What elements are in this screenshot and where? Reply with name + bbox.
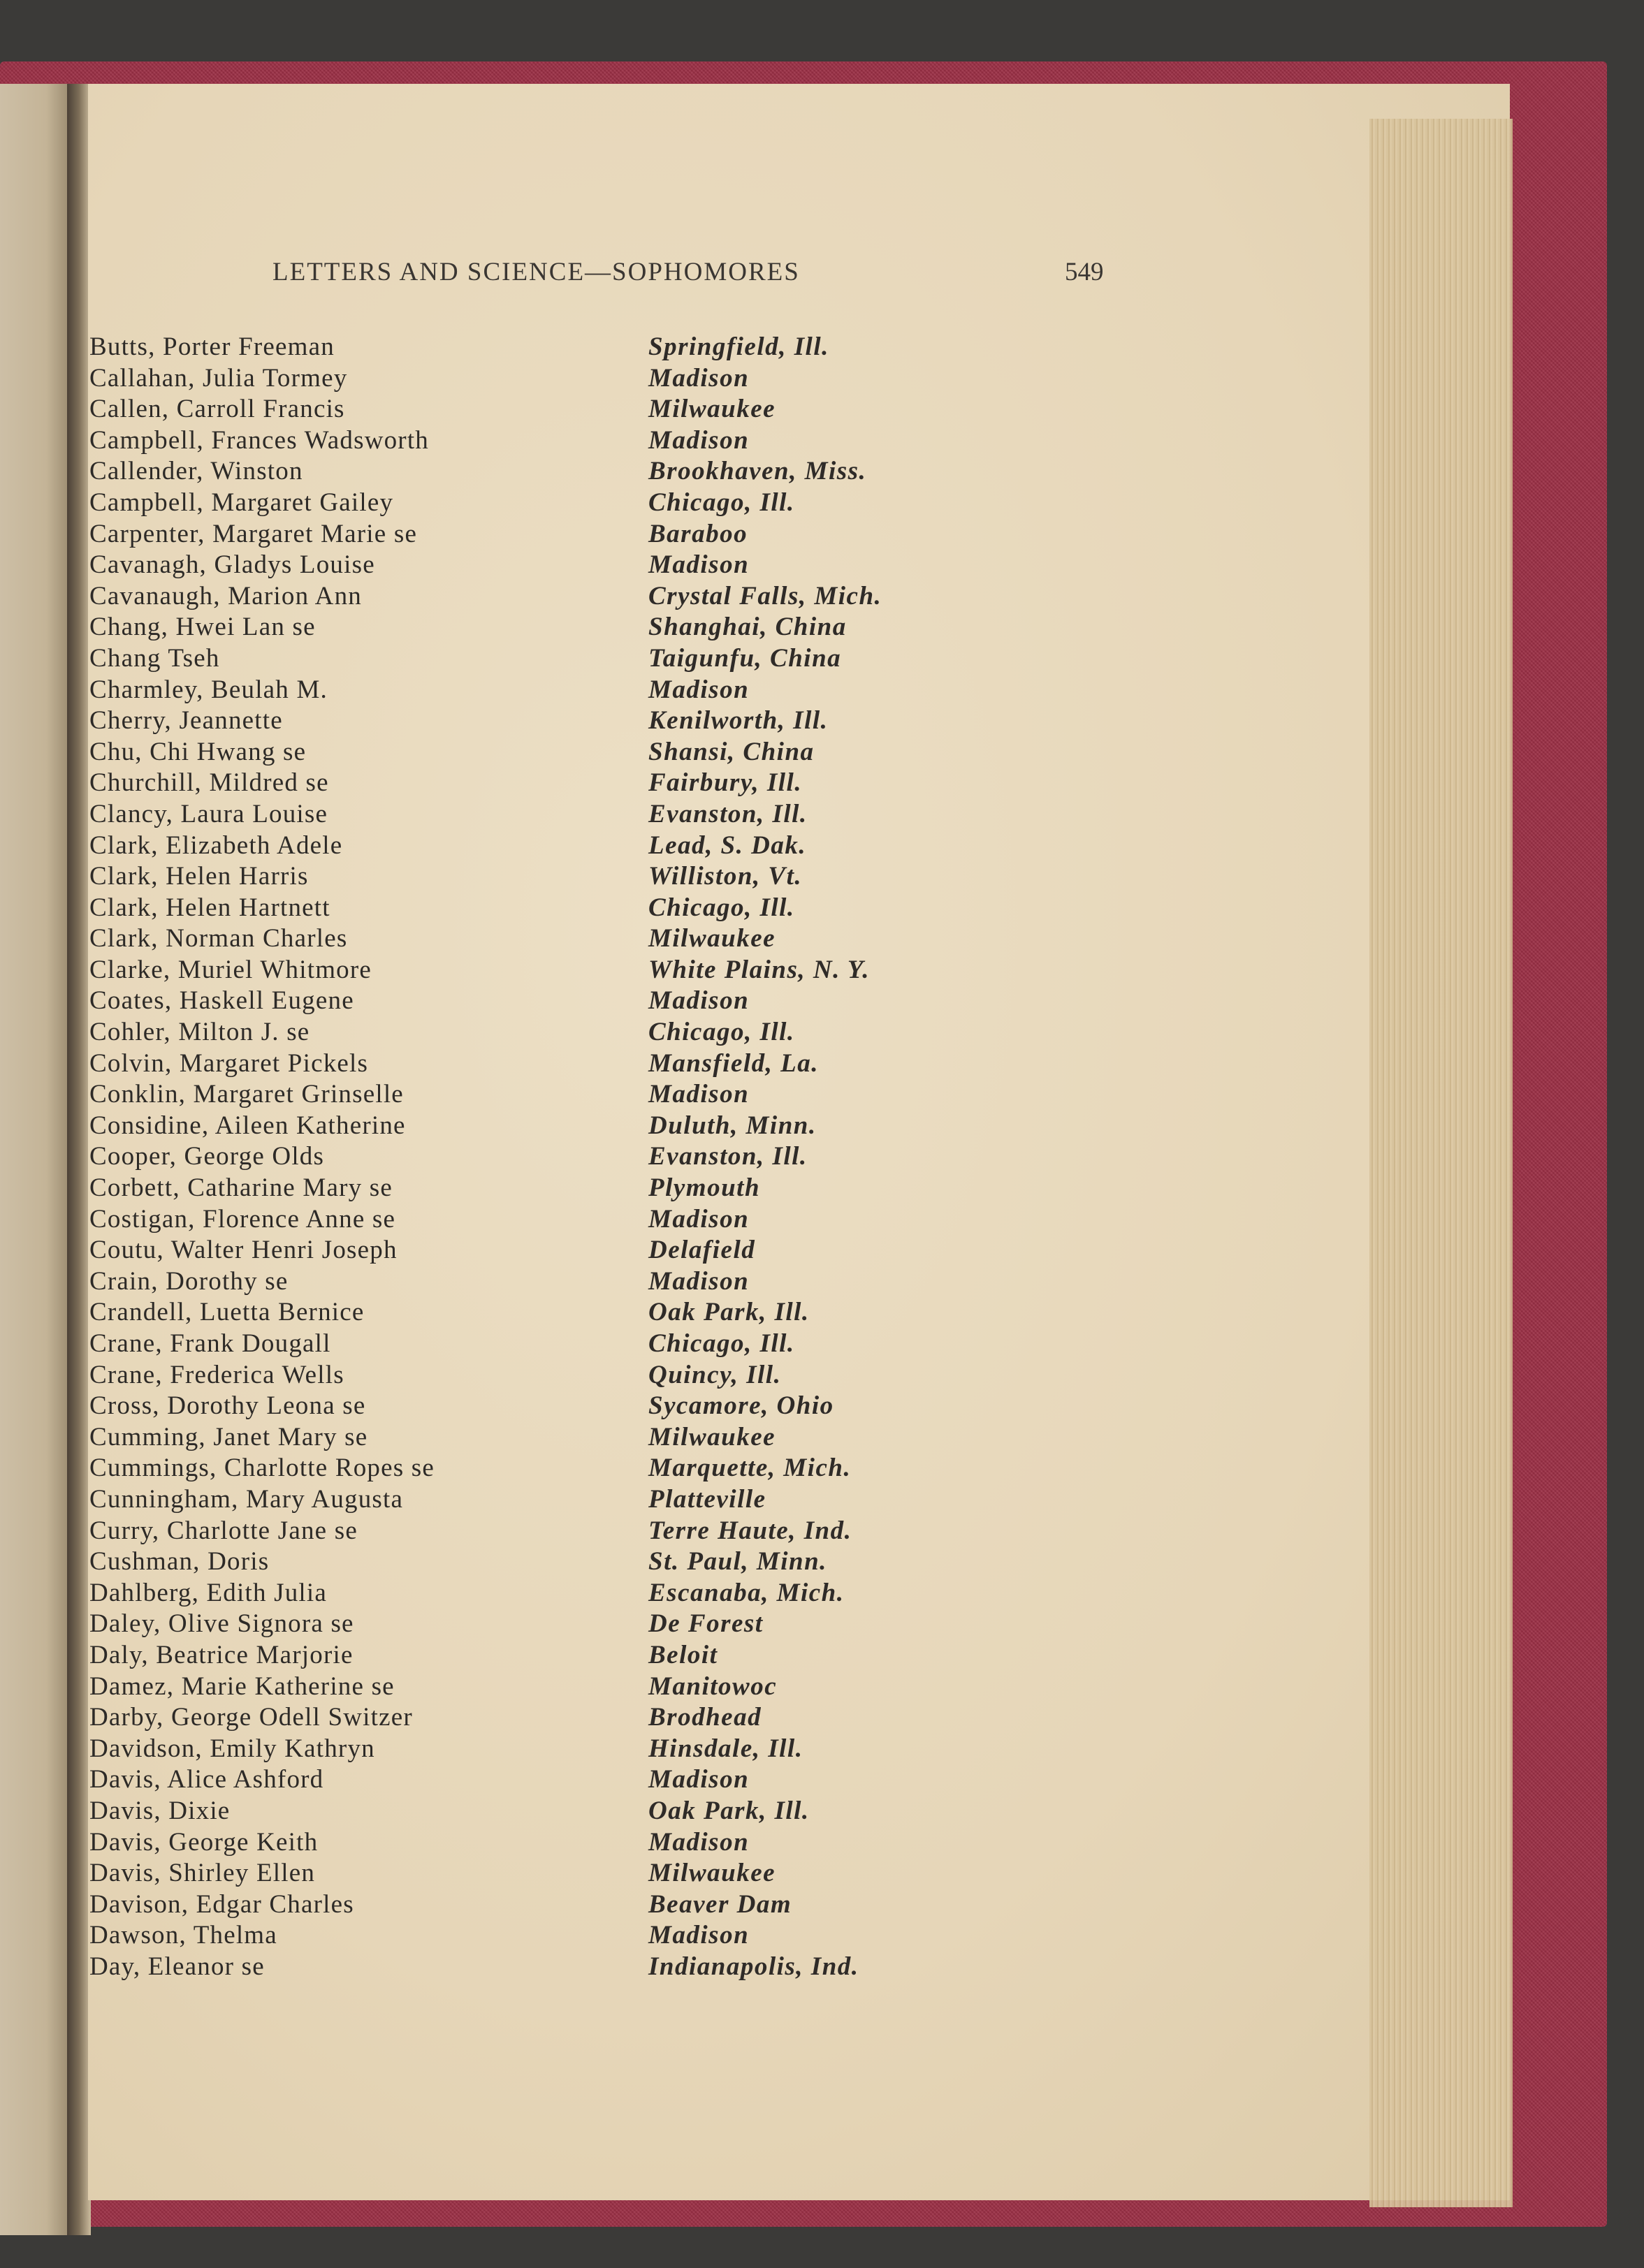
hometown: De Forest — [648, 1609, 764, 1639]
hometown: Manitowoc — [648, 1671, 778, 1701]
hometown: Chicago, Ill. — [648, 1018, 795, 1047]
student-name: Considine, Aileen Katherine — [89, 1111, 406, 1140]
hometown: Chicago, Ill. — [648, 893, 795, 922]
hometown: Beloit — [648, 1640, 718, 1669]
student-list — [89, 332, 998, 1982]
student-name: Davis, Dixie — [89, 1796, 231, 1825]
student-name: Charmley, Beulah M. — [89, 675, 328, 704]
hometown: Hinsdale, Ill. — [648, 1734, 803, 1763]
student-name: Churchill, Mildred se — [89, 768, 329, 798]
hometown: Baraboo — [648, 519, 748, 548]
list-item — [89, 1391, 998, 1422]
list-item — [89, 456, 998, 488]
student-name: Chang, Hwei Lan se — [89, 613, 316, 642]
student-name: Cumming, Janet Mary se — [89, 1422, 368, 1451]
list-item — [89, 1952, 998, 1983]
list-item — [89, 861, 998, 893]
hometown: Madison — [648, 1921, 750, 1950]
list-item — [89, 1546, 998, 1578]
list-item — [89, 643, 998, 675]
student-name: Costigan, Florence Anne se — [89, 1204, 396, 1234]
hometown: Delafield — [648, 1236, 756, 1265]
list-item — [89, 1671, 998, 1703]
list-item — [89, 1141, 998, 1173]
hometown: Platteville — [648, 1484, 766, 1514]
student-name: Cavanagh, Gladys Louise — [89, 550, 375, 580]
list-item — [89, 1235, 998, 1266]
hometown: Duluth, Minn. — [648, 1111, 817, 1140]
hometown: Plymouth — [648, 1173, 761, 1203]
hometown: Kenilworth, Ill. — [648, 706, 829, 736]
hometown: Oak Park, Ill. — [648, 1796, 810, 1825]
student-name: Cooper, George Olds — [89, 1142, 325, 1171]
student-name: Callender, Winston — [89, 457, 303, 486]
student-name: Clancy, Laura Louise — [89, 799, 328, 828]
student-name: Damez, Marie Katherine se — [89, 1671, 395, 1701]
student-name: Davis, Shirley Ellen — [89, 1859, 316, 1888]
previous-page-edge — [0, 84, 77, 2235]
hometown: Quincy, Ill. — [648, 1360, 782, 1389]
student-name: Crane, Frederica Wells — [89, 1360, 344, 1389]
list-item — [89, 1173, 998, 1204]
student-name: Crandell, Luetta Bernice — [89, 1298, 365, 1327]
list-item — [89, 1329, 998, 1360]
student-name: Daly, Beatrice Marjorie — [89, 1640, 354, 1669]
hometown: Brookhaven, Miss. — [648, 457, 867, 486]
student-name: Dawson, Thelma — [89, 1921, 277, 1950]
student-name: Clark, Helen Hartnett — [89, 893, 330, 922]
student-name: Callen, Carroll Francis — [89, 395, 345, 424]
list-item — [89, 1920, 998, 1952]
student-name: Clark, Helen Harris — [89, 862, 309, 891]
hometown: Madison — [648, 1266, 750, 1296]
hometown: Oak Park, Ill. — [648, 1298, 810, 1327]
hometown: St. Paul, Minn. — [648, 1547, 827, 1576]
list-item — [89, 1266, 998, 1298]
list-item — [89, 831, 998, 862]
student-name: Coutu, Walter Henri Joseph — [89, 1236, 398, 1265]
student-name: Curry, Charlotte Jane se — [89, 1516, 358, 1545]
hometown: Taigunfu, China — [648, 643, 842, 673]
student-name: Clark, Norman Charles — [89, 924, 348, 953]
list-item — [89, 923, 998, 955]
hometown: Escanaba, Mich. — [648, 1578, 845, 1607]
list-item — [89, 1609, 998, 1640]
hometown: Indianapolis, Ind. — [648, 1952, 859, 1981]
list-item — [89, 394, 998, 425]
list-item — [89, 363, 998, 395]
hometown: Madison — [648, 1827, 750, 1857]
page-number: 549 — [1065, 258, 1104, 286]
student-name: Cross, Dorothy Leona se — [89, 1391, 366, 1421]
hometown: Milwaukee — [648, 924, 776, 953]
hometown: Beaver Dam — [648, 1889, 792, 1919]
student-name: Crain, Dorothy se — [89, 1266, 289, 1296]
student-name: Colvin, Margaret Pickels — [89, 1048, 369, 1078]
student-name: Day, Eleanor se — [89, 1952, 265, 1981]
list-item — [89, 955, 998, 986]
hometown: Evanston, Ill. — [648, 1142, 808, 1171]
hometown: Springfield, Ill. — [648, 332, 829, 361]
hometown: Williston, Vt. — [648, 862, 803, 891]
hometown: Brodhead — [648, 1703, 762, 1732]
hometown: Madison — [648, 986, 750, 1016]
student-name: Conklin, Margaret Grinselle — [89, 1080, 404, 1109]
list-item — [89, 581, 998, 613]
student-name: Cohler, Milton J. se — [89, 1018, 310, 1047]
hometown: Mansfield, La. — [648, 1048, 820, 1078]
student-name: Dahlberg, Edith Julia — [89, 1578, 327, 1607]
hometown: Chicago, Ill. — [648, 488, 795, 517]
student-name: Davison, Edgar Charles — [89, 1889, 354, 1919]
hometown: Madison — [648, 550, 750, 580]
list-item — [89, 1640, 998, 1671]
list-item — [89, 1827, 998, 1859]
student-name: Corbett, Catharine Mary se — [89, 1173, 393, 1203]
student-name: Cunningham, Mary Augusta — [89, 1484, 404, 1514]
list-item — [89, 675, 998, 706]
list-item — [89, 519, 998, 550]
student-name: Campbell, Margaret Gailey — [89, 488, 394, 517]
hometown: Milwaukee — [648, 395, 776, 424]
list-item — [89, 1204, 998, 1236]
hometown: Madison — [648, 675, 750, 704]
list-item — [89, 1484, 998, 1516]
list-item — [89, 332, 998, 363]
list-item — [89, 1297, 998, 1329]
hometown: Chicago, Ill. — [648, 1329, 795, 1358]
hometown: Madison — [648, 363, 750, 393]
list-item — [89, 1578, 998, 1609]
list-item — [89, 550, 998, 581]
list-item — [89, 1079, 998, 1111]
hometown: Madison — [648, 1080, 750, 1109]
student-name: Coates, Haskell Eugene — [89, 986, 354, 1016]
hometown: Fairbury, Ill. — [648, 768, 803, 798]
hometown: Marquette, Mich. — [648, 1454, 852, 1483]
student-name: Butts, Porter Freeman — [89, 332, 335, 361]
student-name: Darby, George Odell Switzer — [89, 1703, 413, 1732]
list-item — [89, 1516, 998, 1547]
student-name: Daley, Olive Signora se — [89, 1609, 354, 1639]
hometown: Milwaukee — [648, 1859, 776, 1888]
hometown: Madison — [648, 1765, 750, 1794]
list-item — [89, 768, 998, 799]
student-name: Cherry, Jeannette — [89, 706, 283, 736]
student-name: Davis, George Keith — [89, 1827, 319, 1857]
list-item — [89, 612, 998, 643]
list-item — [89, 893, 998, 924]
student-name: Clarke, Muriel Whitmore — [89, 955, 372, 984]
student-name: Chu, Chi Hwang se — [89, 737, 307, 766]
list-item — [89, 705, 998, 737]
hometown: Sycamore, Ohio — [648, 1391, 834, 1421]
list-item — [89, 1702, 998, 1734]
list-item — [89, 425, 998, 457]
student-name: Cushman, Doris — [89, 1547, 270, 1576]
student-name: Callahan, Julia Tormey — [89, 363, 348, 393]
list-item — [89, 1858, 998, 1889]
list-item — [89, 1796, 998, 1827]
running-head: LETTERS AND SCIENCE—SOPHOMORES — [272, 258, 800, 286]
student-name: Crane, Frank Dougall — [89, 1329, 331, 1358]
hometown: Shansi, China — [648, 737, 815, 766]
list-item — [89, 1360, 998, 1391]
list-item — [89, 799, 998, 831]
list-item — [89, 1017, 998, 1048]
student-name: Davis, Alice Ashford — [89, 1765, 324, 1794]
student-name: Cummings, Charlotte Ropes se — [89, 1454, 435, 1483]
list-item — [89, 1422, 998, 1454]
list-item — [89, 1734, 998, 1765]
list-item — [89, 737, 998, 768]
hometown: Shanghai, China — [648, 613, 847, 642]
hometown: Evanston, Ill. — [648, 799, 808, 828]
hometown: Crystal Falls, Mich. — [648, 581, 882, 610]
hometown: Lead, S. Dak. — [648, 831, 807, 860]
hometown: Terre Haute, Ind. — [648, 1516, 852, 1545]
list-item — [89, 1048, 998, 1080]
hometown: Madison — [648, 1204, 750, 1234]
student-name: Cavanaugh, Marion Ann — [89, 581, 362, 610]
student-name: Clark, Elizabeth Adele — [89, 831, 343, 860]
hometown: Madison — [648, 425, 750, 455]
list-item — [89, 1889, 998, 1921]
book-gutter — [67, 84, 91, 2235]
list-item — [89, 986, 998, 1017]
list-item — [89, 1764, 998, 1796]
list-item — [89, 488, 998, 519]
student-name: Davidson, Emily Kathryn — [89, 1734, 375, 1763]
list-item — [89, 1453, 998, 1484]
student-name: Carpenter, Margaret Marie se — [89, 519, 418, 548]
page-fore-edge — [1369, 119, 1513, 2207]
student-name: Campbell, Frances Wadsworth — [89, 425, 430, 455]
hometown: Milwaukee — [648, 1422, 776, 1451]
student-name: Chang Tseh — [89, 643, 220, 673]
hometown: White Plains, N. Y. — [648, 955, 871, 984]
list-item — [89, 1111, 998, 1142]
